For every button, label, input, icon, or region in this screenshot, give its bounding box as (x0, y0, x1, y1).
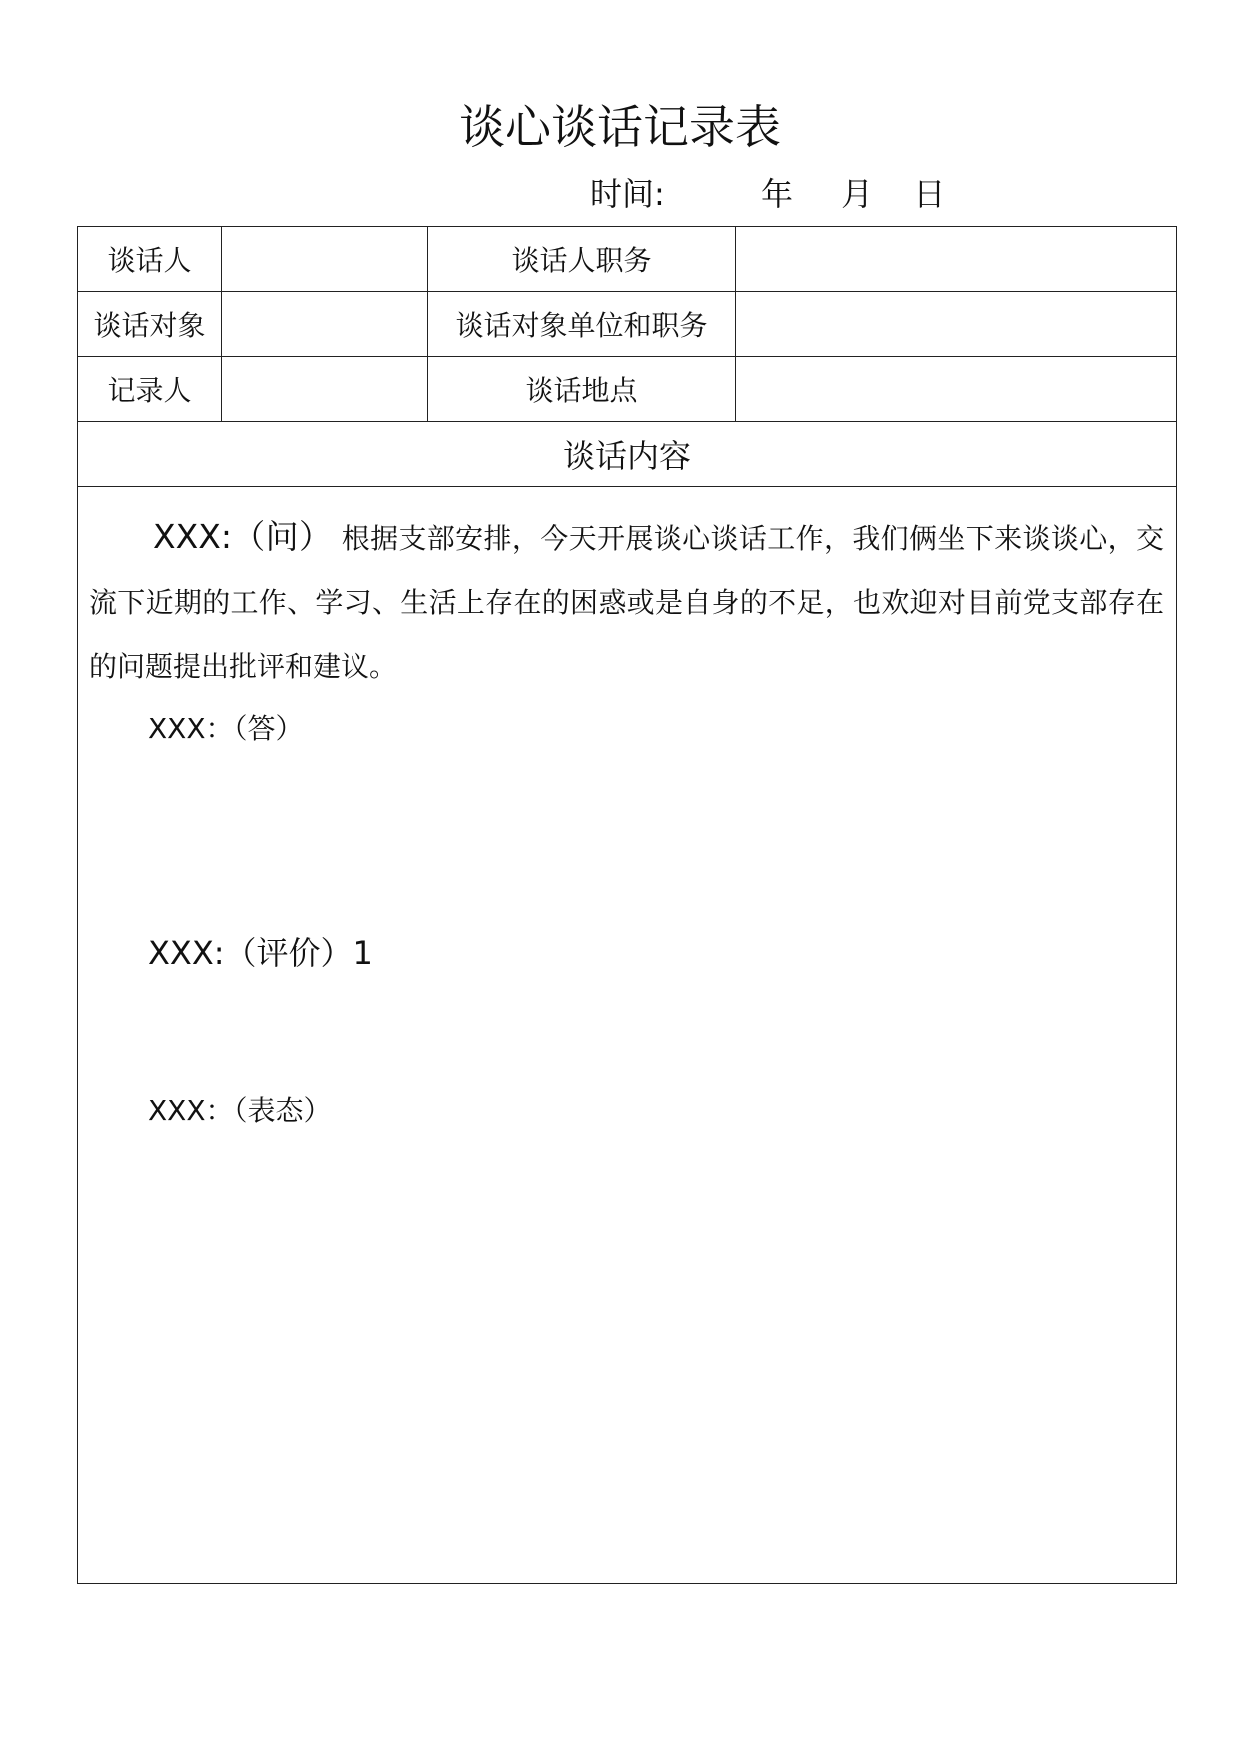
date-year-label: 年 (760, 175, 793, 213)
ask-paragraph (89, 505, 1164, 699)
table-row (78, 227, 1177, 292)
content-cell[interactable] (78, 487, 1177, 1584)
interviewer-position-label: 谈话人职务 (428, 227, 736, 292)
table-row (78, 487, 1177, 1584)
recorder-value-field[interactable] (222, 357, 428, 422)
interviewee-unit-position-value-field[interactable] (736, 292, 1177, 357)
date-line (590, 172, 945, 216)
interviewee-value-field[interactable] (222, 292, 428, 357)
table-row (78, 357, 1177, 422)
evaluate-paragraph: XXX:（评价）1 (148, 934, 373, 972)
statement-paragraph: XXX：（表态） (148, 1094, 332, 1127)
recorder-label: 记录人 (78, 357, 222, 422)
interviewee-label: 谈话对象 (78, 292, 222, 357)
interviewee-unit-position-label: 谈话对象单位和职务 (428, 292, 736, 357)
record-table (77, 226, 1177, 1584)
answer-paragraph: XXX：（答） (148, 712, 304, 745)
date-month-label: 月 (841, 175, 874, 213)
table-row (78, 422, 1177, 487)
ask-speaker: XXX:（问） (153, 517, 333, 556)
table-row (78, 292, 1177, 357)
location-label: 谈话地点 (428, 357, 736, 422)
ask-text: 根据支部安排，今天开展谈心谈话工作，我们俩坐下来谈谈心，交流下近期的工作、学习、生活上存在的困惑或是自身的不足，也欢迎对目前党支部存在的问题提出批评和建议。 (89, 522, 1164, 683)
content-header: 谈话内容 (78, 422, 1177, 487)
interviewer-position-value-field[interactable] (736, 227, 1177, 292)
interviewer-label: 谈话人 (78, 227, 222, 292)
location-value-field[interactable] (736, 357, 1177, 422)
date-label: 时间: (590, 175, 665, 213)
interviewer-value-field[interactable] (222, 227, 428, 292)
page-title: 谈心谈话记录表 (459, 100, 781, 154)
date-day-label: 日 (913, 175, 946, 213)
